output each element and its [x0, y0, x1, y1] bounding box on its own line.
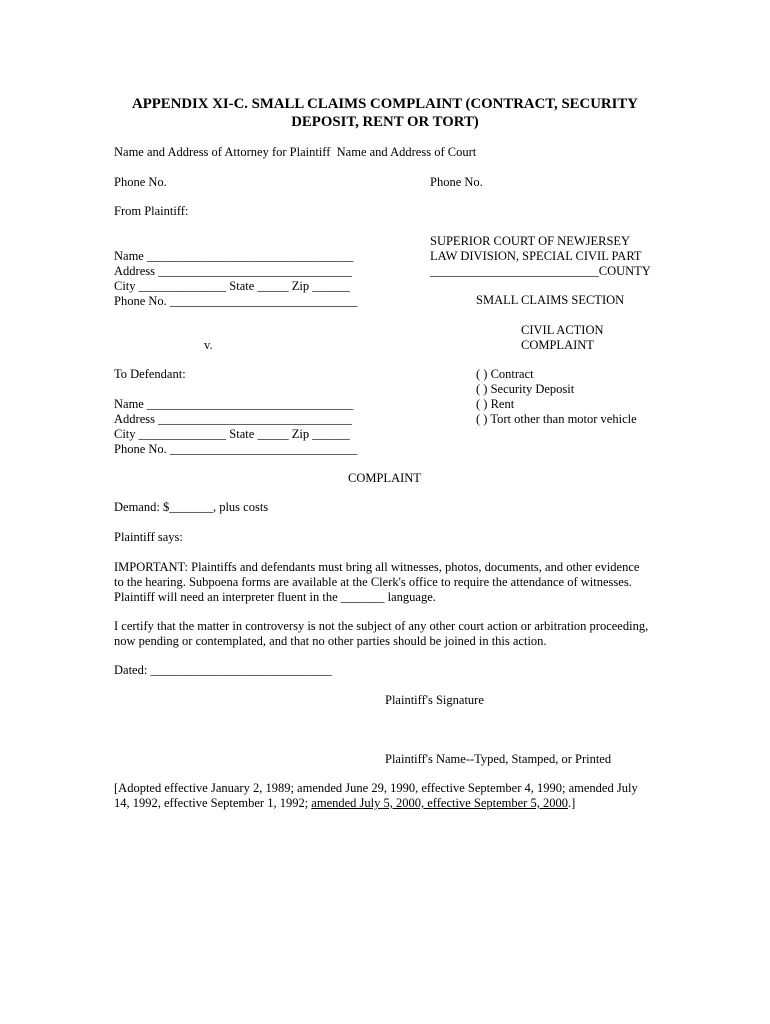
- defendant-address-field[interactable]: Address _______________________________: [114, 412, 352, 426]
- attorney-phone-label: Phone No.: [114, 175, 167, 189]
- court-name-line-1: SUPERIOR COURT OF NEWJERSEY: [430, 234, 631, 248]
- court-name-line-2: LAW DIVISION, SPECIAL CIVIL PART: [430, 249, 642, 263]
- demand-field[interactable]: Demand: $_______, plus costs: [114, 500, 269, 514]
- footer-line-2: [114, 796, 659, 811]
- plaintiff-signature-label: Plaintiff's Signature: [385, 693, 484, 707]
- footer-line-2-start: 14, 1992, effective September 1, 1992;: [114, 796, 312, 810]
- important-line-3: Plaintiff will need an interpreter fluent in the _______ language.: [114, 590, 436, 604]
- footer-amendment-underlined: amended July 5, 2000, effective September 5, 2000: [311, 796, 568, 810]
- title-line-1: APPENDIX XI-C. SMALL CLAIMS COMPLAINT (CONTRACT, SECURITY: [132, 96, 638, 112]
- plaintiff-name-field[interactable]: Name _________________________________: [114, 249, 354, 263]
- attorney-court-heading: Name and Address of Attorney for Plaintiff Name and Address of Court: [114, 145, 477, 159]
- from-plaintiff-label: From Plaintiff:: [114, 204, 189, 218]
- footer-line-2-end: .]: [567, 796, 576, 810]
- to-defendant-label: To Defendant:: [114, 367, 186, 381]
- claim-type-security-deposit-checkbox[interactable]: ( ) Security Deposit: [476, 382, 575, 396]
- complaint-heading: COMPLAINT: [348, 471, 421, 485]
- footer-line-1: [Adopted effective January 2, 1989; amended June 29, 1990, effective September 4, 1990; amended July: [114, 781, 638, 795]
- certify-line-2: now pending or contemplated, and that no other parties should be joined in this action.: [114, 634, 547, 648]
- important-line-1: IMPORTANT: Plaintiffs and defendants must bring all witnesses, photos, documents, and other evidence: [114, 560, 640, 574]
- complaint-label: COMPLAINT: [521, 338, 594, 352]
- important-notice: [114, 560, 659, 605]
- title-line-2: DEPOSIT, RENT OR TORT): [291, 114, 479, 130]
- plaintiff-city-state-zip-field[interactable]: City ______________ State _____ Zip ______: [114, 279, 350, 293]
- plaintiff-phone-field[interactable]: Phone No. ______________________________: [114, 294, 358, 308]
- plaintiff-name-printed-label: Plaintiff's Name--Typed, Stamped, or Printed: [385, 752, 612, 766]
- court-phone-label: Phone No.: [430, 175, 483, 189]
- defendant-city-state-zip-field[interactable]: City ______________ State _____ Zip ______: [114, 427, 350, 441]
- county-field[interactable]: ___________________________COUNTY: [430, 264, 651, 278]
- civil-action-label: CIVIL ACTION: [521, 323, 604, 337]
- plaintiff-says-label: Plaintiff says:: [114, 530, 183, 544]
- claim-type-tort-checkbox[interactable]: ( ) Tort other than motor vehicle: [476, 412, 637, 426]
- certification-statement: [114, 619, 659, 649]
- adoption-history-note: [114, 781, 659, 811]
- document-title: [96, 95, 674, 131]
- defendant-name-field[interactable]: Name _________________________________: [114, 397, 354, 411]
- small-claims-section-label: SMALL CLAIMS SECTION: [476, 293, 625, 307]
- defendant-phone-field[interactable]: Phone No. ______________________________: [114, 442, 358, 456]
- versus-label: v.: [204, 338, 213, 352]
- dated-field[interactable]: Dated: _____________________________: [114, 663, 332, 677]
- plaintiff-address-field[interactable]: Address _______________________________: [114, 264, 352, 278]
- important-line-2: to the hearing. Subpoena forms are available at the Clerk's office to require the attendance of witnesses.: [114, 575, 632, 589]
- certify-line-1: I certify that the matter in controversy is not the subject of any other court action or arbitration proceeding,: [114, 619, 649, 633]
- claim-type-rent-checkbox[interactable]: ( ) Rent: [476, 397, 515, 411]
- claim-type-contract-checkbox[interactable]: ( ) Contract: [476, 367, 534, 381]
